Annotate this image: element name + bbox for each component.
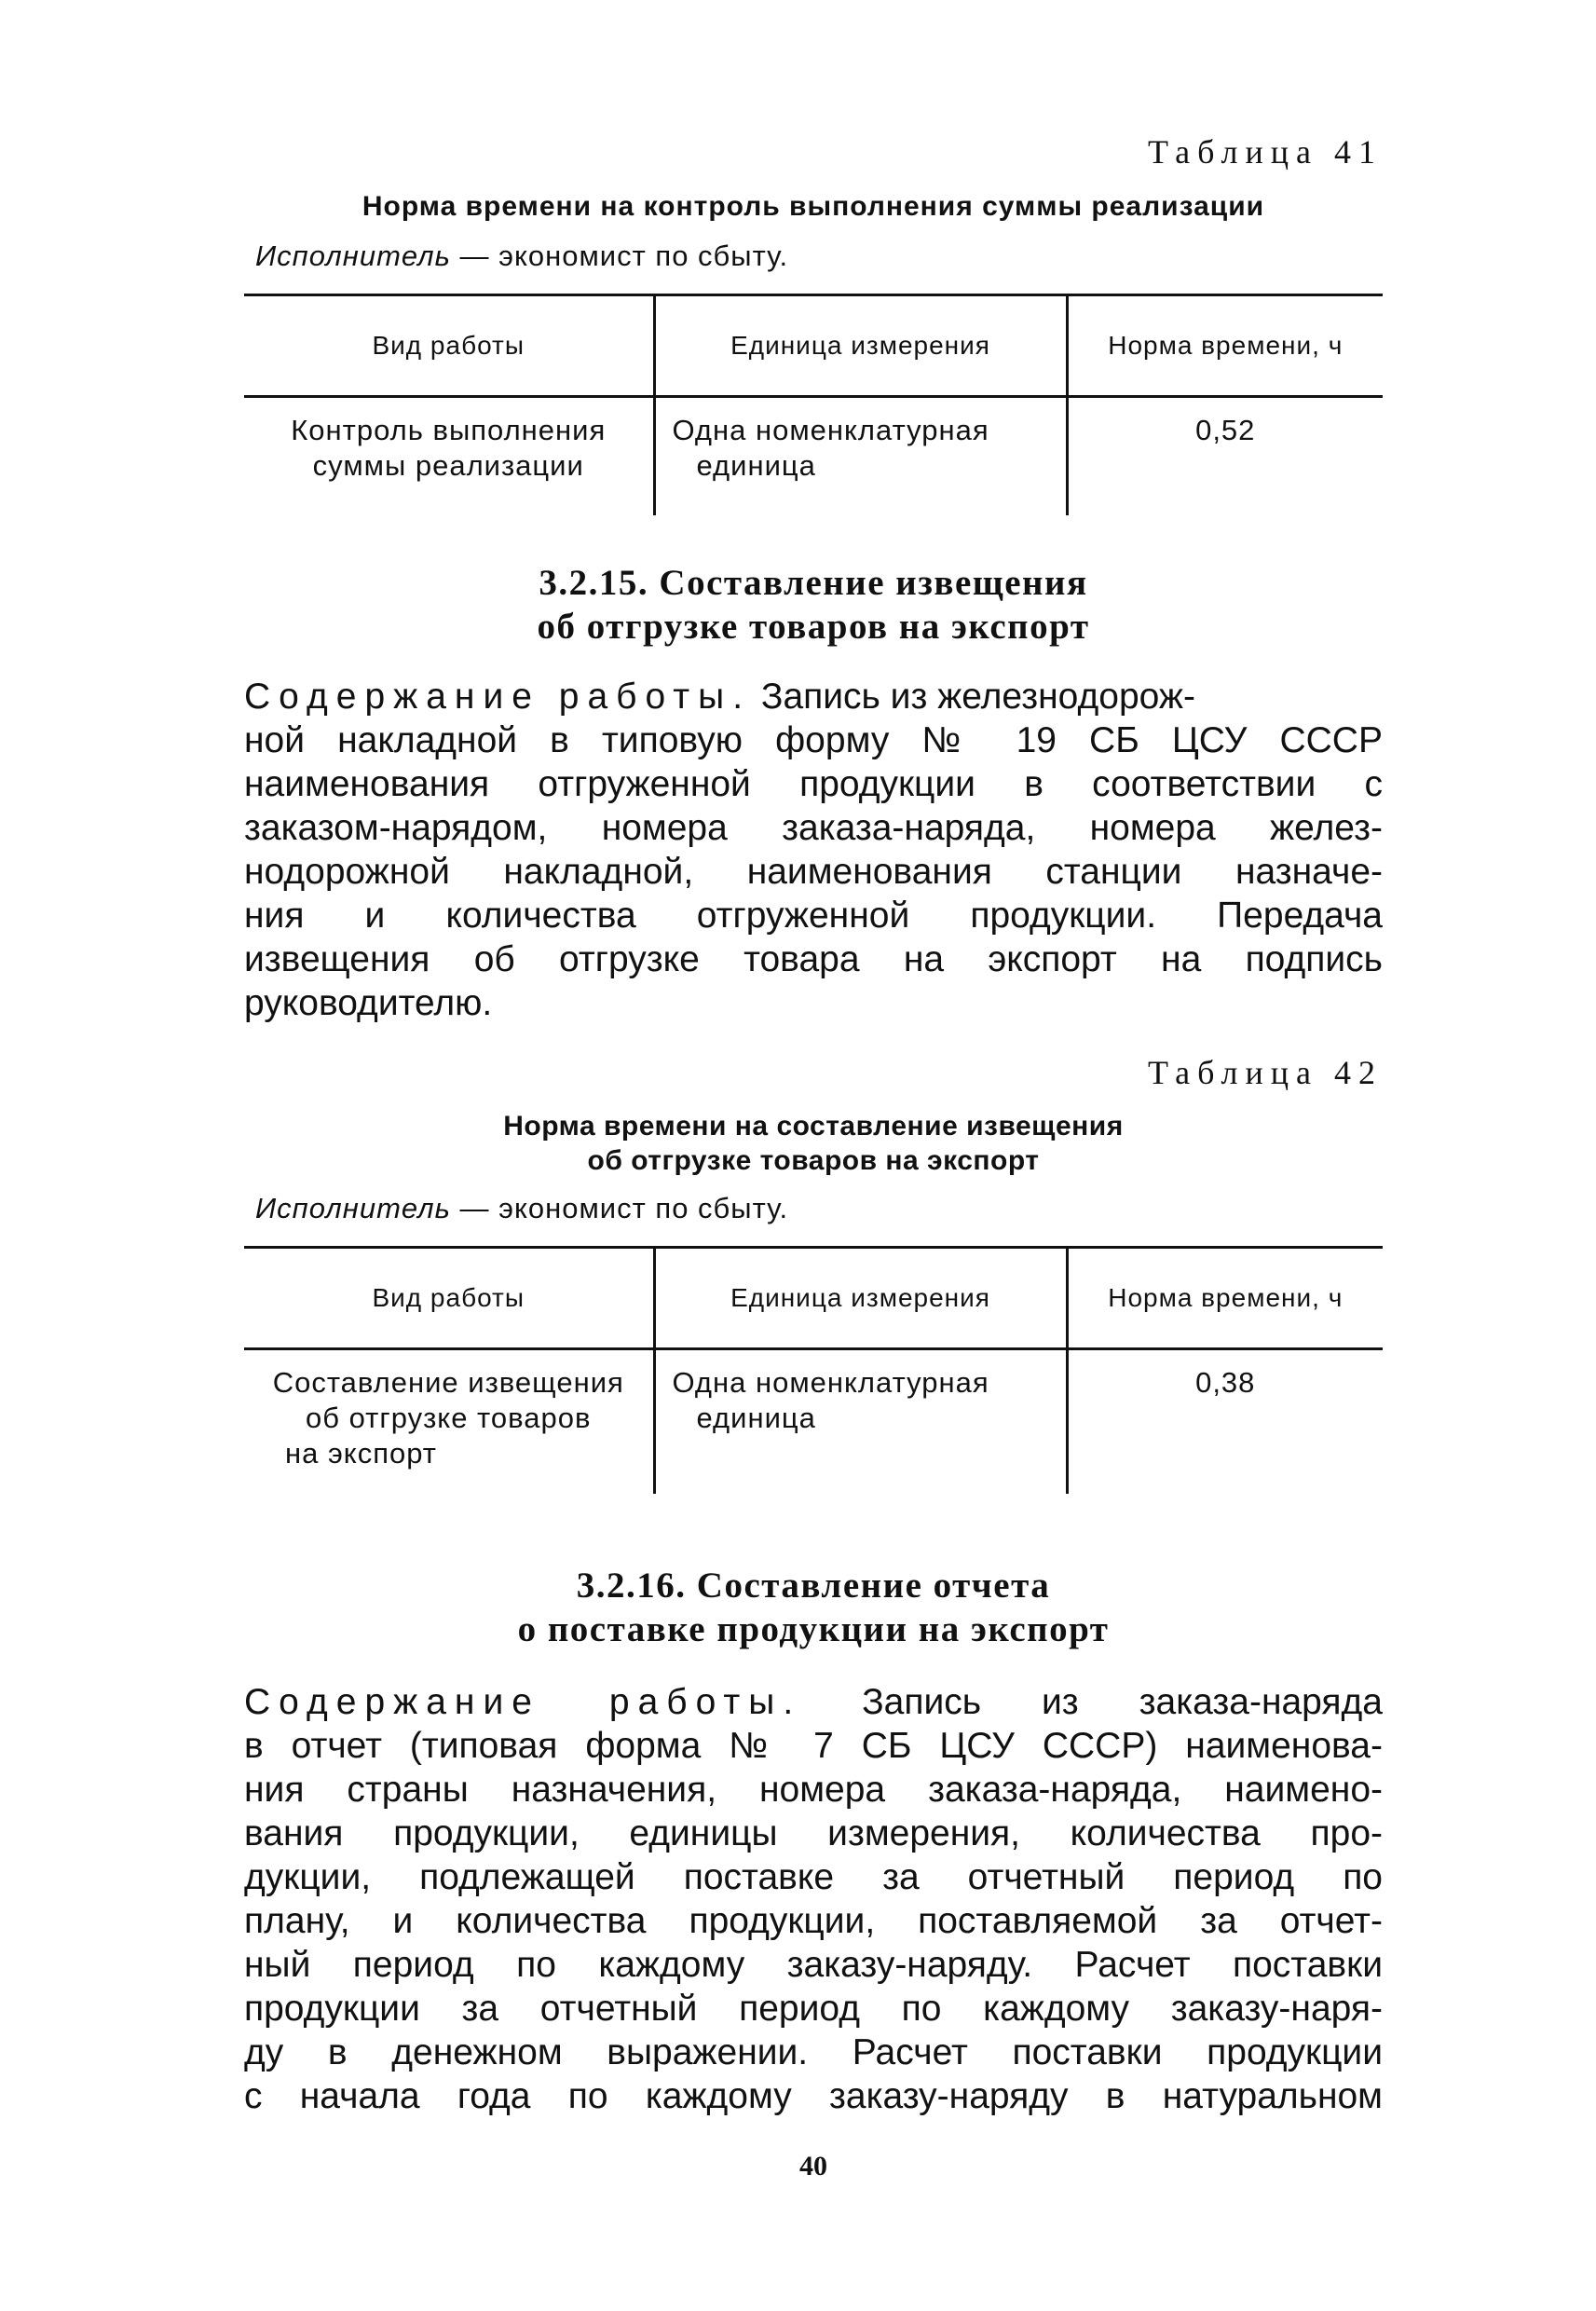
table-header-row <box>244 295 1383 397</box>
paragraph-line: дукции, подлежащей поставке за отчетный период по <box>244 1857 1383 1897</box>
paragraph-line: ной накладной в типовую форму № 19 СБ ЦСУ СССР <box>244 720 1383 760</box>
cell-line: на экспорт <box>285 1437 437 1470</box>
line-text: Запись из заказа-наряда <box>801 1682 1383 1722</box>
table-41-title-line: Норма времени на контроль выполнения суммы реализации <box>361 191 1265 222</box>
table-42-title <box>244 1109 1383 1178</box>
paragraph-line: ния и количества отгруженной продукции. Передача <box>244 896 1383 936</box>
cell-work-type <box>244 1349 654 1495</box>
cell-line: Одна номенклатурная <box>672 414 989 446</box>
paragraph-line: плану, и количества продукции, поставляемой за отчет- <box>244 1901 1383 1941</box>
paragraph-line: с начала года по каждому заказу-наряду в натуральном <box>244 2076 1383 2116</box>
executor-text: — экономист по сбыту. <box>450 1192 789 1224</box>
executor-text: — экономист по сбыту. <box>450 239 789 272</box>
paragraph-line: наименования отгруженной продукции в соответствии с <box>244 764 1383 804</box>
document-page <box>244 0 1383 2311</box>
table-42-title-line: Норма времени на составление извещения <box>503 1111 1124 1142</box>
paragraph-line: вания продукции, единицы измерения, количества про- <box>244 1813 1383 1853</box>
cell-line: об отгрузке товаров <box>306 1402 592 1434</box>
cell-time-norm: 0,52 <box>1067 397 1383 516</box>
cell-work-type <box>244 397 654 516</box>
cell-line: Составление извещения <box>272 1366 624 1399</box>
table-41-executor <box>255 239 788 273</box>
cell-line: единица <box>696 1402 816 1434</box>
table-42 <box>244 1246 1383 1494</box>
table-41-caption: Таблица 41 <box>1148 133 1383 171</box>
heading-line: о поставке продукции на экспорт <box>517 1609 1110 1649</box>
heading-line: 3.2.16. Составление отчета <box>576 1566 1051 1606</box>
paragraph-line: в отчет (типовая форма № 7 СБ ЦСУ СССР) наименова- <box>244 1726 1383 1766</box>
cell-line: единица <box>696 449 816 482</box>
paragraph-line: извещения об отгрузке товара на экспорт на подпись <box>244 939 1383 979</box>
table-42-title-line: об отгрузке товаров на экспорт <box>587 1145 1040 1176</box>
table-41 <box>244 294 1383 515</box>
page-number: 40 <box>799 2151 827 2181</box>
paragraph-line <box>244 675 1383 718</box>
header-time-norm: Норма времени, ч <box>1067 295 1383 397</box>
paragraph-line: ный период по каждому заказу-наряду. Расчет поставки <box>244 1945 1383 1985</box>
header-unit: Единица измерения <box>654 1248 1067 1349</box>
executor-role: Исполнитель <box>255 1192 451 1224</box>
header-time-norm: Норма времени, ч <box>1067 1248 1383 1349</box>
paragraph-line: продукции за отчетный период по каждому заказу-наря- <box>244 1989 1383 2029</box>
line-text: Запись из железнодорож- <box>751 677 1195 717</box>
paragraph-line: заказом-нарядом, номера заказа-наряда, номера желез- <box>244 808 1383 848</box>
table-row <box>244 1349 1383 1495</box>
cell-unit <box>654 1349 1067 1495</box>
header-work-type: Вид работы <box>244 1248 654 1349</box>
heading-line: об отгрузке товаров на экспорт <box>537 607 1090 647</box>
paragraph-line: ду в денежном выражении. Расчет поставки продукции <box>244 2032 1383 2072</box>
cell-line: суммы реализации <box>312 449 584 482</box>
lead-in: Содержание работы. <box>244 677 752 717</box>
paragraph-line: ния страны назначения, номера заказа-наряда, наимено- <box>244 1770 1383 1810</box>
lead-in: Содержание работы. <box>244 1682 802 1722</box>
heading-line: 3.2.15. Составление извещения <box>539 563 1088 603</box>
header-unit: Единица измерения <box>654 295 1067 397</box>
section-3-2-16-heading <box>244 1564 1383 1651</box>
executor-role: Исполнитель <box>255 239 451 272</box>
cell-line: Контроль выполнения <box>291 414 607 446</box>
table-row <box>244 397 1383 516</box>
table-header-row <box>244 1248 1383 1349</box>
paragraph-line <box>244 1680 1383 1724</box>
section-3-2-15-heading <box>244 561 1383 649</box>
cell-time-norm: 0,38 <box>1067 1349 1383 1495</box>
table-41-title <box>244 189 1383 224</box>
paragraph-line: руководителю. <box>244 983 493 1023</box>
cell-line: Одна номенклатурная <box>672 1366 989 1399</box>
cell-unit <box>654 397 1067 516</box>
paragraph-line: нодорожной накладной, наименования станции назначе- <box>244 852 1383 892</box>
table-42-caption: Таблица 42 <box>1148 1054 1383 1091</box>
table-42-executor <box>255 1192 788 1225</box>
header-work-type: Вид работы <box>244 295 654 397</box>
